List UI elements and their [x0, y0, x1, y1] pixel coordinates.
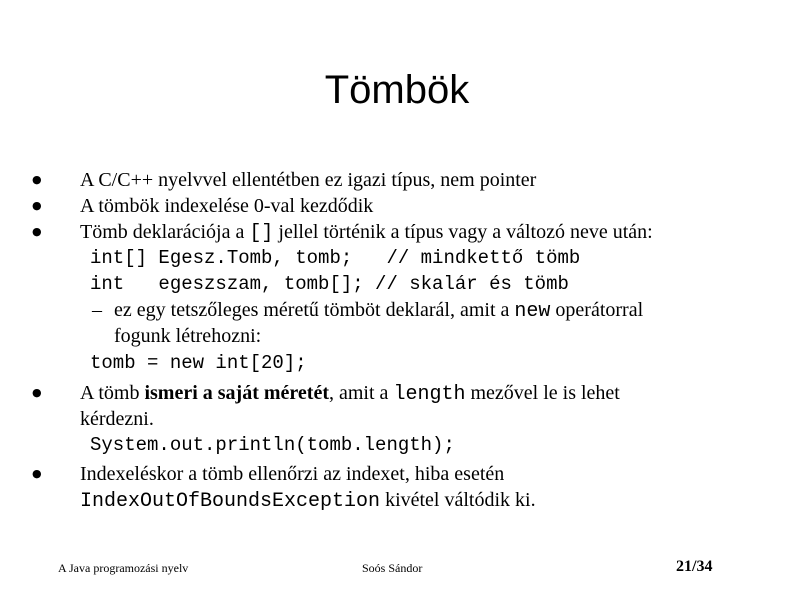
code-segment: IndexOutOfBoundsException	[80, 490, 381, 513]
dash-icon: –	[92, 299, 102, 321]
text-segment: mezővel le is lehet	[465, 382, 620, 404]
bullet-text: A C/C++ nyelvvel ellentétben ez igazi típus, nem pointer	[80, 169, 537, 191]
code-line: System.out.println(tomb.length);	[90, 434, 455, 456]
slide-title: Tömbök	[324, 68, 470, 112]
bullet-text	[80, 487, 536, 515]
text-segment: , amit a	[329, 382, 394, 404]
footer-author: Soós Sándor	[362, 561, 423, 575]
text-segment: kivétel váltódik ki.	[380, 489, 536, 511]
bullet-text: A tömbök indexelése 0-val kezdődik	[80, 195, 374, 217]
sub-bullet-text: fogunk létrehozni:	[114, 325, 262, 347]
bullet-icon: ●	[32, 467, 42, 480]
text-segment: jellel történik a típus vagy a változó neve után:	[273, 221, 653, 243]
bullet-icon: ●	[32, 199, 42, 212]
text-segment: A tömb	[80, 382, 145, 404]
bullet-text: Indexeléskor a tömb ellenőrzi az indexet, hiba esetén	[80, 463, 505, 485]
page-number: 21/34	[676, 558, 713, 575]
code-line: int[] Egesz.Tomb, tomb; // mindkettő tömb	[90, 247, 581, 269]
bullet-text	[80, 219, 653, 247]
bold-segment: ismeri a saját méretét	[144, 382, 329, 404]
code-line: tomb = new int[20];	[90, 352, 307, 374]
bullet-text	[80, 380, 620, 408]
bullet-icon: ●	[32, 225, 42, 238]
code-segment: []	[249, 222, 274, 245]
code-segment: length	[393, 383, 466, 406]
text-segment: ez egy tetszőleges méretű tömböt deklarál, amit a	[114, 299, 515, 321]
bullet-text: kérdezni.	[80, 408, 154, 430]
bullet-icon: ●	[32, 386, 42, 399]
footer-left: A Java programozási nyelv	[58, 561, 189, 575]
text-segment: operátorral	[550, 299, 644, 321]
sub-bullet-text	[114, 297, 643, 325]
bullet-icon: ●	[32, 173, 42, 186]
code-line: int egeszszam, tomb[]; // skalár és tömb	[90, 273, 569, 295]
text-segment: Tömb deklarációja a	[80, 221, 250, 243]
code-segment: new	[514, 300, 551, 323]
